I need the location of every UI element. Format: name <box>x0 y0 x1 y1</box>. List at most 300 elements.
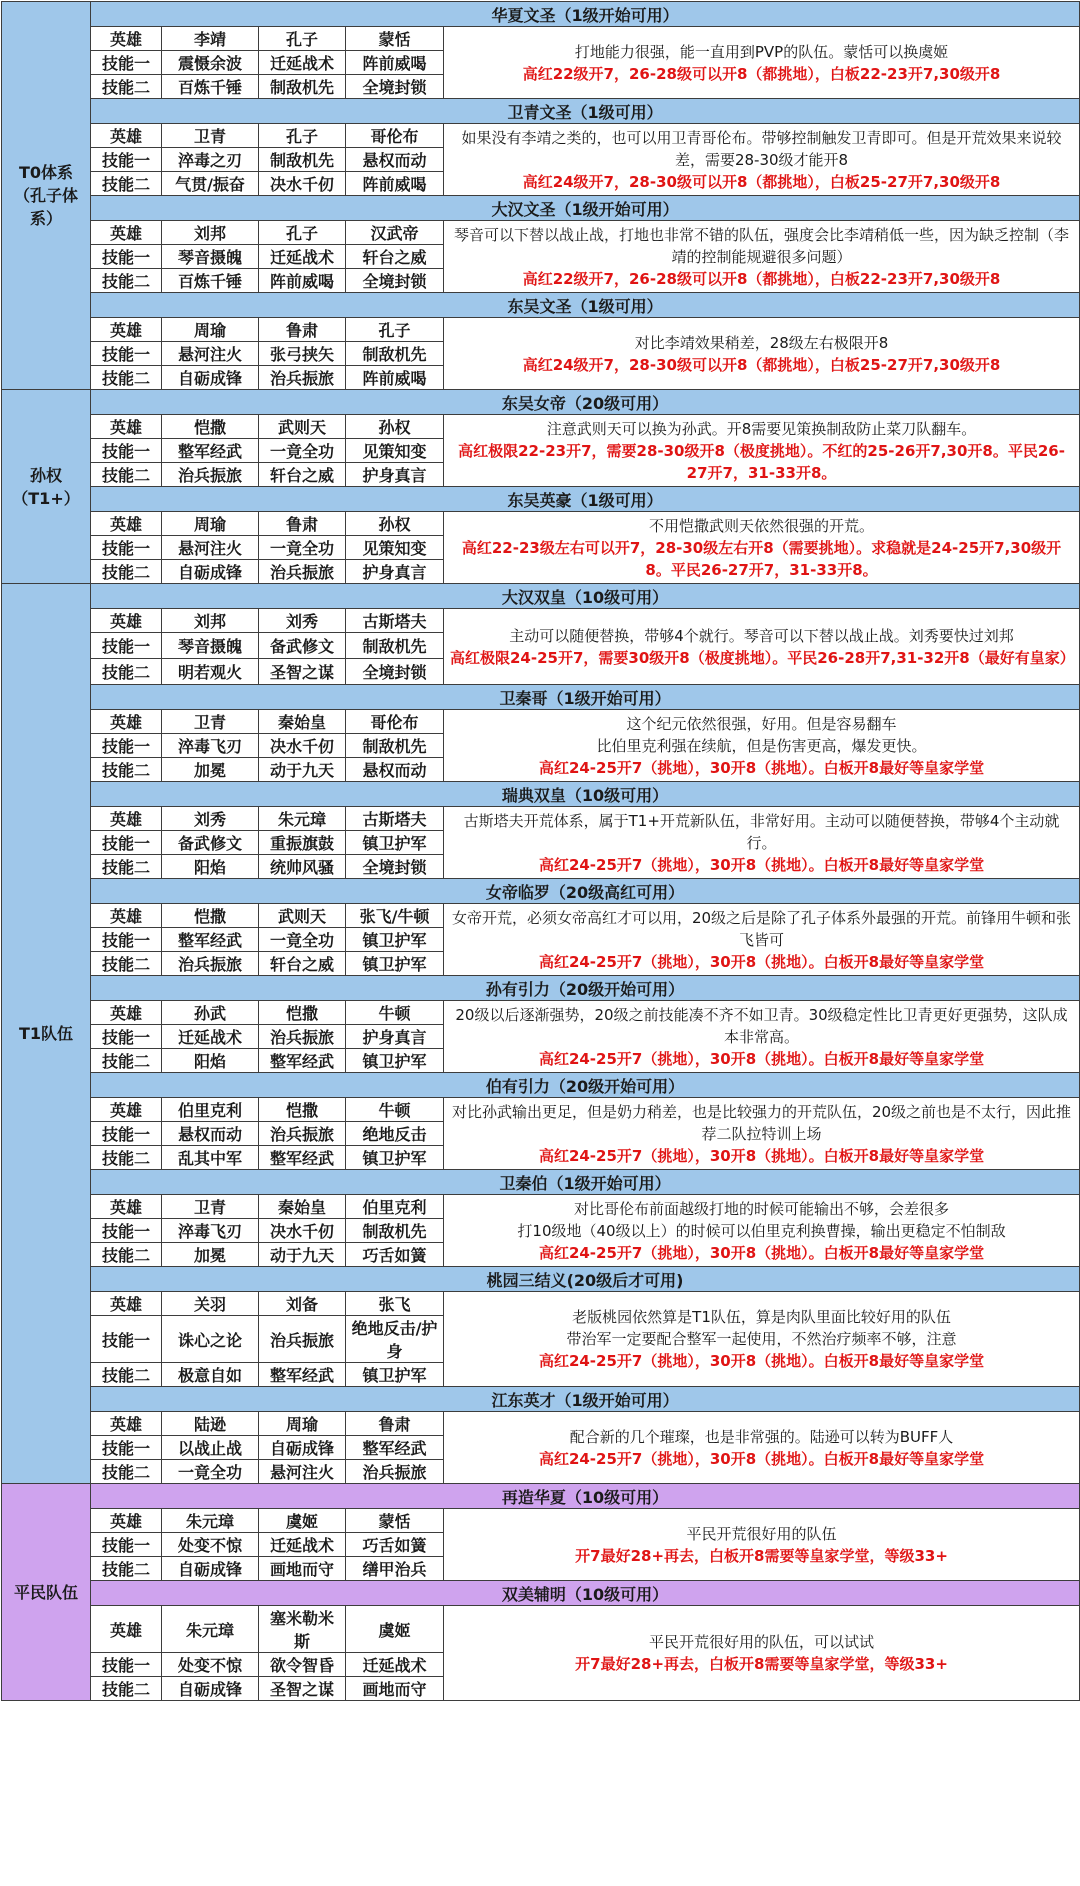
team-row <box>2 1509 1080 1533</box>
team-header-row <box>2 879 1080 904</box>
team-header-row <box>2 584 1080 609</box>
skill-two-name: 气贯/振奋 <box>162 172 259 196</box>
skill-one-name: 自砺成锋 <box>259 1436 346 1460</box>
row-label: 英雄 <box>91 1001 162 1025</box>
row-label: 技能一 <box>91 928 162 952</box>
skill-one-name: 护身真言 <box>346 1025 444 1049</box>
team-header-row <box>2 1267 1080 1292</box>
note-text: 打地能力很强，能一直用到PVP的队伍。蒙恬可以换虞姬 <box>574 42 949 61</box>
row-label: 技能二 <box>91 560 162 584</box>
skill-one-name: 见策知变 <box>346 439 444 463</box>
skill-one-name: 悬河注火 <box>162 536 259 560</box>
skill-two-name: 治兵振旅 <box>162 952 259 976</box>
note-text: 比伯里克利强在续航，但是伤害更高，爆发更快。 <box>596 736 927 755</box>
category-label: T0体系（孔子体系） <box>2 2 91 390</box>
team-title: 大汉文圣（1级开始可用） <box>91 196 1080 221</box>
row-label: 英雄 <box>91 27 162 51</box>
row-label: 英雄 <box>91 1098 162 1122</box>
skill-one-name: 以战止战 <box>162 1436 259 1460</box>
row-label: 技能二 <box>91 952 162 976</box>
note-text: 注意武则天可以换为孙武。开8需要见策换制敌防止菜刀队翻车。 <box>546 419 977 438</box>
row-label: 技能一 <box>91 1122 162 1146</box>
note-text: 这个纪元依然很强，好用。但是容易翻车 <box>626 714 897 733</box>
note-text: 琴音可以下替以战止战，打地也非常不错的队伍，强度会比李靖稍低一些，因为缺乏控制（李靖的控制能规避很多问题） <box>454 225 1070 266</box>
note-highlight: 高红24级开7，28-30级可以开8（都挑地），白板25-27开7,30级开8 <box>522 172 1001 191</box>
note-highlight: 高红22级开7，26-28级可以开8（都挑地），白板22-23开7,30级开8 <box>522 64 1001 83</box>
note-text: 配合新的几个璀璨，也是非常强的。陆逊可以转为BUFF人 <box>569 1427 954 1446</box>
team-header-row <box>2 782 1080 807</box>
note-highlight: 高红22级开7，26-28级可以开8（都挑地），白板22-23开7,30级开8 <box>522 269 1001 288</box>
skill-one-name: 整军经武 <box>162 928 259 952</box>
row-label: 英雄 <box>91 609 162 633</box>
hero-name: 鲁肃 <box>346 1412 444 1436</box>
row-label: 技能一 <box>91 734 162 758</box>
team-row <box>2 318 1080 342</box>
row-label: 英雄 <box>91 1195 162 1219</box>
note-text: 老版桃园依然算是T1队伍，算是肉队里面比较好用的队伍 <box>572 1308 951 1326</box>
team-tier-table <box>1 1 1080 1701</box>
team-title: 东吴英豪（1级可用） <box>91 487 1080 512</box>
skill-two-name: 阵前威喝 <box>346 366 444 390</box>
skill-two-name: 圣智之谋 <box>259 659 346 685</box>
skill-two-name: 百炼千锤 <box>162 269 259 293</box>
hero-name: 蒙恬 <box>346 27 444 51</box>
hero-name: 伯里克利 <box>346 1195 444 1219</box>
skill-two-name: 全境封锁 <box>346 659 444 685</box>
team-note <box>444 1509 1080 1581</box>
hero-name: 伯里克利 <box>162 1098 259 1122</box>
row-label: 英雄 <box>91 1292 162 1316</box>
skill-two-name: 治兵振旅 <box>346 1460 444 1484</box>
team-title: 双美辅明（10级可用） <box>91 1581 1080 1606</box>
skill-two-name: 决水千仞 <box>259 172 346 196</box>
hero-name: 古斯塔夫 <box>346 807 444 831</box>
skill-one-name: 制敌机先 <box>346 342 444 366</box>
note-text: 对比李靖效果稍差，28级左右极限开8 <box>634 333 889 352</box>
team-row <box>2 1001 1080 1025</box>
row-label: 技能二 <box>91 1557 162 1581</box>
team-row <box>2 1195 1080 1219</box>
skill-two-name: 整军经武 <box>259 1146 346 1170</box>
row-label: 英雄 <box>91 904 162 928</box>
skill-two-name: 制敌机先 <box>259 75 346 99</box>
row-label: 技能二 <box>91 1243 162 1267</box>
skill-two-name: 悬权而动 <box>346 758 444 782</box>
skill-two-name: 自砺成锋 <box>162 560 259 584</box>
note-text: 对比哥伦布前面越级打地的时候可能输出不够，会差很多 <box>574 1199 950 1218</box>
note-text: 对比孙武输出更足，但是奶力稍差，也是比较强力的开荒队伍，20级之前也是不太行，因此推荐二队拉特训上场 <box>451 1102 1072 1143</box>
hero-name: 卫青 <box>162 124 259 148</box>
skill-one-name: 淬毒飞刃 <box>162 1219 259 1243</box>
row-label: 技能一 <box>91 245 162 269</box>
team-note <box>444 1098 1080 1170</box>
skill-two-name: 轩台之威 <box>259 952 346 976</box>
row-label: 技能二 <box>91 659 162 685</box>
skill-one-name: 琴音摄魄 <box>162 245 259 269</box>
team-header-row <box>2 99 1080 124</box>
team-header-row <box>2 1073 1080 1098</box>
row-label: 英雄 <box>91 124 162 148</box>
skill-one-name: 重振旗鼓 <box>259 831 346 855</box>
hero-name: 刘秀 <box>259 609 346 633</box>
skill-two-name: 自砺成锋 <box>162 1557 259 1581</box>
hero-name: 秦始皇 <box>259 1195 346 1219</box>
row-label: 英雄 <box>91 512 162 536</box>
skill-one-name: 悬河注火 <box>162 342 259 366</box>
note-text: 古斯塔夫开荒体系，属于T1+开荒新队伍，非常好用。主动可以随便替换，带够4个主动就行。 <box>463 811 1060 852</box>
skill-two-name: 全境封锁 <box>346 855 444 879</box>
team-title: 孙有引力（20级开始可用） <box>91 976 1080 1001</box>
team-title: 卫秦伯（1级开始可用） <box>91 1170 1080 1195</box>
hero-name: 哥伦布 <box>346 710 444 734</box>
team-row <box>2 807 1080 831</box>
skill-one-name: 阵前威喝 <box>346 51 444 75</box>
team-row <box>2 1292 1080 1316</box>
skill-one-name: 一竟全功 <box>259 536 346 560</box>
team-title: 伯有引力（20级开始可用） <box>91 1073 1080 1098</box>
skill-one-name: 悬权而动 <box>346 148 444 172</box>
skill-one-name: 淬毒飞刃 <box>162 734 259 758</box>
team-note <box>444 1195 1080 1267</box>
hero-name: 牛顿 <box>346 1001 444 1025</box>
row-label: 技能一 <box>91 1533 162 1557</box>
skill-two-name: 画地而守 <box>346 1677 444 1701</box>
note-text: 平民开荒很好用的队伍 <box>686 1524 837 1543</box>
skill-two-name: 护身真言 <box>346 560 444 584</box>
team-header-row <box>2 1387 1080 1412</box>
row-label: 技能一 <box>91 1025 162 1049</box>
hero-name: 李靖 <box>162 27 259 51</box>
skill-one-name: 轩台之威 <box>346 245 444 269</box>
note-highlight: 高红24-25开7（挑地），30开8（挑地）。白板开8最好等皇家学堂 <box>538 1352 985 1370</box>
row-label: 技能二 <box>91 172 162 196</box>
hero-name: 周瑜 <box>162 512 259 536</box>
row-label: 技能一 <box>91 148 162 172</box>
skill-one-name: 见策知变 <box>346 536 444 560</box>
skill-two-name: 缮甲治兵 <box>346 1557 444 1581</box>
category-label: 孙权（T1+） <box>2 390 91 584</box>
note-highlight: 高红24-25开7（挑地），30开8（挑地）。白板开8最好等皇家学堂 <box>538 952 985 971</box>
hero-name: 虞姬 <box>346 1606 444 1653</box>
skill-two-name: 镇卫护军 <box>346 1146 444 1170</box>
team-header-row <box>2 685 1080 710</box>
team-note <box>444 1292 1080 1387</box>
row-label: 英雄 <box>91 807 162 831</box>
note-highlight: 高红22-23级左右可以开7，28-30级左右开8（需要挑地）。求稳就是24-25开7,30级开8。平民26-27开7，31-33开8。 <box>461 538 1062 579</box>
hero-name: 汉武帝 <box>346 221 444 245</box>
skill-two-name: 治兵振旅 <box>259 560 346 584</box>
skill-two-name: 加冕 <box>162 1243 259 1267</box>
team-row <box>2 512 1080 536</box>
row-label: 技能一 <box>91 1653 162 1677</box>
hero-name: 恺撒 <box>259 1098 346 1122</box>
row-label: 技能二 <box>91 366 162 390</box>
team-header-row <box>2 196 1080 221</box>
team-note <box>444 609 1080 685</box>
skill-one-name: 迁延战术 <box>259 1533 346 1557</box>
team-row <box>2 904 1080 928</box>
skill-two-name: 悬河注火 <box>259 1460 346 1484</box>
category-label: 平民队伍 <box>2 1484 91 1701</box>
skill-two-name: 阳焰 <box>162 855 259 879</box>
hero-name: 秦始皇 <box>259 710 346 734</box>
skill-one-name: 镇卫护军 <box>346 831 444 855</box>
hero-name: 牛顿 <box>346 1098 444 1122</box>
skill-two-name: 阵前威喝 <box>346 172 444 196</box>
skill-two-name: 自砺成锋 <box>162 1677 259 1701</box>
hero-name: 刘备 <box>259 1292 346 1316</box>
row-label: 技能二 <box>91 1677 162 1701</box>
hero-name: 朱元璋 <box>162 1606 259 1653</box>
hero-name: 恺撒 <box>162 904 259 928</box>
skill-one-name: 治兵振旅 <box>259 1122 346 1146</box>
skill-one-name: 张弓挟矢 <box>259 342 346 366</box>
team-title: 女帝临罗（20级高红可用） <box>91 879 1080 904</box>
row-label: 英雄 <box>91 1606 162 1653</box>
note-highlight: 开7最好28+再去，白板开8需要等皇家学堂，等级33+ <box>575 1546 948 1565</box>
skill-two-name: 镇卫护军 <box>346 1363 444 1387</box>
hero-name: 武则天 <box>259 415 346 439</box>
skill-one-name: 治兵振旅 <box>259 1316 346 1363</box>
hero-name: 张飞 <box>346 1292 444 1316</box>
skill-two-name: 明若观火 <box>162 659 259 685</box>
skill-one-name: 一竟全功 <box>259 439 346 463</box>
hero-name: 塞米勒米斯 <box>259 1606 346 1653</box>
category-label: T1队伍 <box>2 584 91 1484</box>
hero-name: 孙武 <box>162 1001 259 1025</box>
row-label: 英雄 <box>91 221 162 245</box>
team-note <box>444 221 1080 293</box>
skill-one-name: 制敌机先 <box>259 148 346 172</box>
note-highlight: 高红24-25开7（挑地），30开8（挑地）。白板开8最好等皇家学堂 <box>538 1449 985 1468</box>
team-header-row <box>2 293 1080 318</box>
team-title: 卫青文圣（1级可用） <box>91 99 1080 124</box>
team-header-row <box>2 487 1080 512</box>
hero-name: 孙权 <box>346 415 444 439</box>
skill-one-name: 整军经武 <box>346 1436 444 1460</box>
skill-one-name: 绝地反击 <box>346 1122 444 1146</box>
skill-one-name: 绝地反击/护身 <box>346 1316 444 1363</box>
team-title: 桃园三结义(20级后才可用) <box>91 1267 1080 1292</box>
row-label: 技能二 <box>91 1049 162 1073</box>
hero-name: 孔子 <box>259 27 346 51</box>
row-label: 英雄 <box>91 710 162 734</box>
row-label: 技能一 <box>91 439 162 463</box>
row-label: 技能一 <box>91 1316 162 1363</box>
skill-one-name: 决水千仞 <box>259 1219 346 1243</box>
hero-name: 恺撒 <box>259 1001 346 1025</box>
skill-two-name: 巧舌如簧 <box>346 1243 444 1267</box>
hero-name: 鲁肃 <box>259 318 346 342</box>
hero-name: 陆逊 <box>162 1412 259 1436</box>
row-label: 技能二 <box>91 758 162 782</box>
team-row <box>2 1606 1080 1653</box>
skill-two-name: 整军经武 <box>259 1363 346 1387</box>
hero-name: 周瑜 <box>162 318 259 342</box>
hero-name: 朱元璋 <box>162 1509 259 1533</box>
skill-two-name: 轩台之威 <box>259 463 346 487</box>
row-label: 技能二 <box>91 1363 162 1387</box>
hero-name: 卫青 <box>162 1195 259 1219</box>
team-note <box>444 415 1080 487</box>
row-label: 技能二 <box>91 1146 162 1170</box>
row-label: 英雄 <box>91 1412 162 1436</box>
hero-name: 哥伦布 <box>346 124 444 148</box>
team-header-row <box>2 1581 1080 1606</box>
team-note <box>444 318 1080 390</box>
skill-two-name: 动于九天 <box>259 1243 346 1267</box>
skill-two-name: 全境封锁 <box>346 269 444 293</box>
note-highlight: 高红极限22-23开7，需要28-30级开8（极度挑地）。不红的25-26开7,30开8。平民26-27开7，31-33开8。 <box>458 441 1065 482</box>
skill-one-name: 制敌机先 <box>346 734 444 758</box>
hero-name: 恺撒 <box>162 415 259 439</box>
note-highlight: 高红极限24-25开7，需要30级开8（极度挑地）。平民26-28开7,31-32开8（最好有皇家） <box>450 648 1075 667</box>
note-highlight: 高红24级开7，28-30级可以开8（都挑地），白板25-27开7,30级开8 <box>522 355 1001 374</box>
team-note <box>444 124 1080 196</box>
hero-name: 虞姬 <box>259 1509 346 1533</box>
team-title: 卫秦哥（1级开始可用） <box>91 685 1080 710</box>
skill-two-name: 护身真言 <box>346 463 444 487</box>
row-label: 技能一 <box>91 342 162 366</box>
team-header-row <box>2 390 1080 415</box>
skill-two-name: 动于九天 <box>259 758 346 782</box>
team-title: 东吴女帝（20级可用） <box>91 390 1080 415</box>
note-text: 不用恺撒武则天依然很强的开荒。 <box>649 516 875 535</box>
skill-one-name: 震慑余波 <box>162 51 259 75</box>
hero-name: 刘邦 <box>162 609 259 633</box>
skill-one-name: 琴音摄魄 <box>162 633 259 659</box>
row-label: 英雄 <box>91 318 162 342</box>
team-title: 华夏文圣（1级开始可用） <box>91 2 1080 27</box>
skill-two-name: 自砺成锋 <box>162 366 259 390</box>
skill-one-name: 治兵振旅 <box>259 1025 346 1049</box>
hero-name: 刘秀 <box>162 807 259 831</box>
team-header-row <box>2 1484 1080 1509</box>
team-header-row <box>2 1170 1080 1195</box>
hero-name: 刘邦 <box>162 221 259 245</box>
team-note <box>444 1412 1080 1484</box>
note-text: 带治军一定要配合整军一起使用，不然治疗频率不够，注意 <box>566 1330 957 1348</box>
team-row <box>2 710 1080 734</box>
skill-two-name: 统帅风骚 <box>259 855 346 879</box>
row-label: 技能一 <box>91 51 162 75</box>
skill-two-name: 圣智之谋 <box>259 1677 346 1701</box>
skill-one-name: 欲令智昏 <box>259 1653 346 1677</box>
row-label: 技能二 <box>91 1460 162 1484</box>
skill-one-name: 巧舌如簧 <box>346 1533 444 1557</box>
team-row <box>2 124 1080 148</box>
team-title: 东吴文圣（1级可用） <box>91 293 1080 318</box>
note-highlight: 高红24-25开7（挑地），30开8（挑地）。白板开8最好等皇家学堂 <box>538 1146 985 1165</box>
skill-one-name: 淬毒之刃 <box>162 148 259 172</box>
skill-two-name: 阳焰 <box>162 1049 259 1073</box>
skill-two-name: 百炼千锤 <box>162 75 259 99</box>
note-highlight: 高红24-25开7（挑地），30开8（挑地）。白板开8最好等皇家学堂 <box>538 855 985 874</box>
note-highlight: 高红24-25开7（挑地），30开8（挑地）。白板开8最好等皇家学堂 <box>538 1049 985 1068</box>
hero-name: 关羽 <box>162 1292 259 1316</box>
hero-name: 周瑜 <box>259 1412 346 1436</box>
team-note <box>444 904 1080 976</box>
hero-name: 孔子 <box>346 318 444 342</box>
skill-two-name: 全境封锁 <box>346 75 444 99</box>
note-text: 打10级地（40级以上）的时候可以伯里克利换曹操，输出更稳定不怕制敌 <box>517 1221 1006 1240</box>
skill-two-name: 极意自如 <box>162 1363 259 1387</box>
hero-name: 蒙恬 <box>346 1509 444 1533</box>
row-label: 技能二 <box>91 855 162 879</box>
hero-name: 孔子 <box>259 221 346 245</box>
row-label: 技能二 <box>91 269 162 293</box>
hero-name: 卫青 <box>162 710 259 734</box>
skill-one-name: 悬权而动 <box>162 1122 259 1146</box>
note-text: 20级以后逐渐强势，20级之前技能凑不齐不如卫青。30级稳定性比卫青更好更强势，这队成本非常高。 <box>455 1005 1068 1046</box>
skill-one-name: 迁延战术 <box>259 245 346 269</box>
skill-one-name: 备武修文 <box>259 633 346 659</box>
skill-one-name: 决水千仞 <box>259 734 346 758</box>
skill-one-name: 整军经武 <box>162 439 259 463</box>
hero-name: 武则天 <box>259 904 346 928</box>
skill-two-name: 乱其中军 <box>162 1146 259 1170</box>
skill-one-name: 迁延战术 <box>259 51 346 75</box>
hero-name: 孔子 <box>259 124 346 148</box>
team-row <box>2 1412 1080 1436</box>
skill-two-name: 镇卫护军 <box>346 1049 444 1073</box>
note-highlight: 高红24-25开7（挑地），30开8（挑地）。白板开8最好等皇家学堂 <box>538 758 985 777</box>
team-title: 江东英才（1级开始可用） <box>91 1387 1080 1412</box>
team-note <box>444 710 1080 782</box>
skill-two-name: 加冕 <box>162 758 259 782</box>
row-label: 技能一 <box>91 633 162 659</box>
hero-name: 鲁肃 <box>259 512 346 536</box>
note-text: 女帝开荒，必须女帝高红才可以用，20级之后是除了孔子体系外最强的开荒。前锋用牛顿和张飞皆可 <box>451 908 1072 949</box>
skill-one-name: 备武修文 <box>162 831 259 855</box>
row-label: 技能一 <box>91 1436 162 1460</box>
team-header-row <box>2 976 1080 1001</box>
skill-one-name: 一竟全功 <box>259 928 346 952</box>
hero-name: 孙权 <box>346 512 444 536</box>
row-label: 英雄 <box>91 415 162 439</box>
row-label: 技能一 <box>91 536 162 560</box>
team-row <box>2 415 1080 439</box>
note-text: 主动可以随便替换，带够4个就行。琴音可以下替以战止战。刘秀要快过刘邦 <box>509 626 1014 645</box>
skill-one-name: 处变不惊 <box>162 1653 259 1677</box>
skill-two-name: 镇卫护军 <box>346 952 444 976</box>
team-note <box>444 807 1080 879</box>
team-title: 再造华夏（10级可用） <box>91 1484 1080 1509</box>
skill-one-name: 制敌机先 <box>346 1219 444 1243</box>
hero-name: 张飞/牛顿 <box>346 904 444 928</box>
row-label: 技能二 <box>91 463 162 487</box>
team-title: 大汉双皇（10级可用） <box>91 584 1080 609</box>
team-note <box>444 512 1080 584</box>
team-row <box>2 609 1080 633</box>
note-text: 如果没有李靖之类的，也可以用卫青哥伦布。带够控制触发卫青即可。但是开荒效果来说较差，需要28-30级才能开8 <box>461 128 1062 169</box>
note-highlight: 高红24-25开7（挑地），30开8（挑地）。白板开8最好等皇家学堂 <box>538 1243 985 1262</box>
hero-name: 古斯塔夫 <box>346 609 444 633</box>
skill-two-name: 治兵振旅 <box>162 463 259 487</box>
skill-one-name: 迁延战术 <box>162 1025 259 1049</box>
team-title: 瑞典双皇（10级可用） <box>91 782 1080 807</box>
row-label: 技能二 <box>91 75 162 99</box>
team-note <box>444 27 1080 99</box>
team-header-row <box>2 2 1080 27</box>
team-note <box>444 1001 1080 1073</box>
skill-one-name: 处变不惊 <box>162 1533 259 1557</box>
row-label: 英雄 <box>91 1509 162 1533</box>
team-row <box>2 1098 1080 1122</box>
skill-one-name: 镇卫护军 <box>346 928 444 952</box>
note-text: 平民开荒很好用的队伍，可以试试 <box>649 1633 875 1651</box>
row-label: 技能一 <box>91 831 162 855</box>
